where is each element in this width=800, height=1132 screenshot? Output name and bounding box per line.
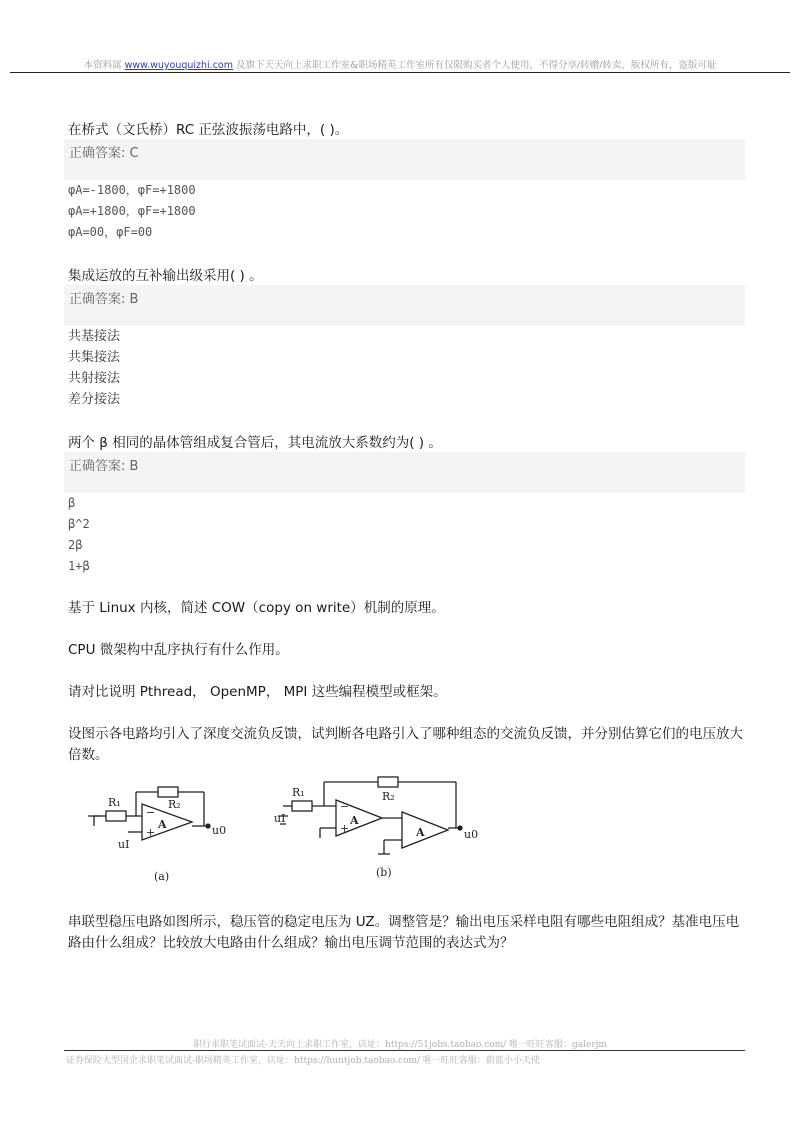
footer-store-2: 证券保险大型国企求职笔试面试-职场精英工作室，店址：https://huntjob.taobao.com/ 唯一旺旺客服：蔚蓝小小天使 <box>66 1056 540 1066</box>
answer-label-2: 正确答案: B <box>69 292 139 307</box>
fig-b-r2: R₂ <box>382 790 395 803</box>
footer-store-1: 职行求职笔试面试-天天向上求职工作室，店址：https://51jobs.taobao.com/ 唯一旺旺客服：galerjm <box>193 1040 607 1050</box>
fig-a-r1: R₁ <box>108 796 121 809</box>
fig-b-output: u0 <box>464 828 479 841</box>
option-2c: 共射接法 <box>68 371 121 386</box>
option-2b: 共集接法 <box>68 350 121 365</box>
answer-label-1: 正确答案: C <box>69 146 139 161</box>
answer-box-1 <box>64 139 745 180</box>
fig-b-minus: − <box>340 800 350 813</box>
fig-a-minus: − <box>146 806 156 819</box>
option-2a: 共基接法 <box>68 329 121 344</box>
header-divider <box>10 72 790 73</box>
question-feedback: 设图示各电路均引入了深度交流负反馈，试判断各电路引入了哪种组态的交流负反馈，并分别估算它们的电压放大倍数。 <box>68 726 743 763</box>
fig-a-input: uI <box>118 838 130 851</box>
option-3c: 2β <box>68 538 83 552</box>
question-3: 两个 β 相同的晶体管组成复合管后，其电流放大系数约为( ) 。 <box>68 435 442 451</box>
fig-a-amp: A <box>158 818 167 831</box>
option-2d: 差分接法 <box>68 392 121 407</box>
header-suffix: 及旗下天天向上求职工作室&职场精英工作室所有仅限购买者个人使用，不得分享/转赠/转卖，版权所有，盗版可耻 <box>236 60 717 71</box>
option-1a: φA=-1800，φF=+1800 <box>68 183 196 197</box>
question-2: 集成运放的互补输出级采用( ) 。 <box>68 268 263 284</box>
question-cpu-ooo: CPU 微架构中乱序执行有什么作用。 <box>68 642 289 658</box>
option-1b: φA=+1800，φF=+1800 <box>68 204 196 218</box>
options-3 <box>68 493 90 577</box>
option-1c: φA=00，φF=00 <box>68 225 153 239</box>
fig-a-caption: (a) <box>154 870 170 883</box>
copyright-header <box>0 57 800 71</box>
fig-b-caption: (b) <box>376 866 392 879</box>
fig-a-r2: R₂ <box>168 798 181 811</box>
option-3d: 1+β <box>68 559 90 573</box>
option-3a: β <box>68 496 76 510</box>
options-1 <box>68 180 196 243</box>
answer-box-2 <box>64 285 745 326</box>
fig-a-output: u0 <box>212 824 227 837</box>
question-pthread: 请对比说明 Pthread， OpenMP， MPI 这些编程模型或框架。 <box>68 684 447 700</box>
fig-a-plus: + <box>146 826 156 839</box>
question-linux-cow: 基于 Linux 内核，简述 COW（copy on write）机制的原理。 <box>68 600 445 616</box>
fig-b-input: uI <box>274 812 286 825</box>
fig-b-r1: R₁ <box>292 786 305 799</box>
fig-b-amp: A <box>350 814 359 827</box>
fig-b-amp2: A <box>416 826 425 839</box>
fig-b-plus: + <box>340 822 350 835</box>
answer-box-3 <box>64 452 745 493</box>
answer-label-3: 正确答案: B <box>69 459 139 474</box>
options-2 <box>68 326 120 410</box>
question-regulator: 串联型稳压电路如图所示，稳压管的稳定电压为 UZ。调整管是？输出电压采样电阻有哪些电阻组成？基准电压电路由什么组成？比较放大电路由什么组成？输出电压调节范围的表达式为？ <box>68 914 740 951</box>
question-1: 在桥式（文氏桥）RC 正弦波振荡电路中，( )。 <box>68 122 349 138</box>
footer-divider <box>64 1050 745 1051</box>
option-3b: β^2 <box>68 517 90 531</box>
header-site-link[interactable]: www.wuyouquizhi.com <box>124 60 233 71</box>
feedback-circuit-figure <box>80 776 500 888</box>
header-prefix: 本资料属 <box>83 60 122 71</box>
